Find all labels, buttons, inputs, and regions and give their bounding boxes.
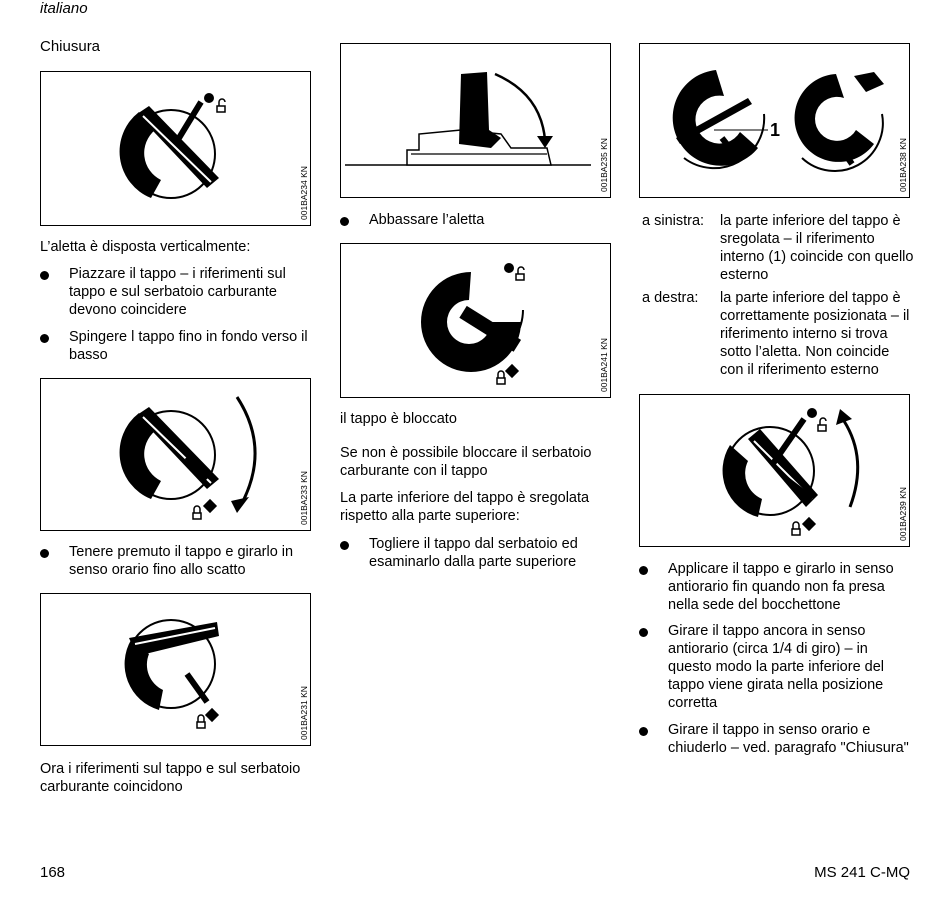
figure-cap-locked [340,243,611,398]
definition-label: a sinistra: [642,213,705,229]
bullet-dot-icon [40,334,49,343]
model-name: MS 241 C-MQ [814,864,910,881]
bullet-item [639,721,914,779]
clockwise-arrow-icon [237,397,255,505]
locked-padlock-icon [497,371,505,384]
intro-text: L’aletta è disposta verticalmente: [40,239,251,255]
reference-diamond-icon [203,499,217,513]
bullet-item [340,535,615,575]
reference-diamond-icon [802,517,816,531]
definition-text: la parte inferiore del tappo è correttamente posizionata – il riferimento interno si trova sotto l’aletta. Non coincide con il riferimento esterno [720,290,910,378]
figure-code: 001BA235 KN [599,138,609,192]
troubleshoot-heading: Se non è possibile bloccare il serbatoio carburante con il tappo [340,445,592,479]
figure-code: 001BA241 KN [599,338,609,392]
bullet-item [40,543,315,583]
bullet-item [639,622,914,717]
bullet-text: Piazzare il tappo – i riferimenti sul tappo e sul serbatoio carburante devono coincidere [69,266,286,318]
figure-cap-rotate-clockwise [40,378,311,531]
locked-text: il tappo è bloccato [340,411,457,427]
figure-cap-marks-aligned [40,593,311,746]
cap-illustration [41,594,312,747]
bullet-dot-icon [40,271,49,280]
reference-dot-icon [807,408,817,418]
reference-dot-icon [504,263,514,273]
figure-cap-rotate-counterclockwise [639,394,910,547]
locked-padlock-icon [197,715,205,728]
bullet-item [40,265,315,325]
closing-text: Ora i riferimenti sul tappo e sul serbatoio carburante coincidono [40,761,301,795]
page-number: 168 [40,864,66,881]
callout-label: 1 [770,120,781,140]
language-label: italiano [40,0,88,17]
cap-side-illustration [341,44,612,199]
reference-diamond-icon [205,708,219,722]
unlocked-padlock-icon [516,267,524,280]
troubleshoot-text: La parte inferiore del tappo è sregolata rispetto alla parte superiore: [340,490,590,524]
unlocked-padlock-icon [818,418,826,431]
locked-padlock-icon [792,522,800,535]
bullet-dot-icon [639,566,648,575]
bullet-text: Togliere il tappo dal serbatoio ed esaminarlo dalla parte superiore [369,536,578,570]
bullet-text: Tenere premuto il tappo e girarlo in senso orario fino allo scatto [69,544,294,578]
bullet-dot-icon [639,727,648,736]
figure-code: 001BA233 KN [299,471,309,525]
figure-cap-underside-compare [639,43,910,198]
bullet-item [340,211,615,231]
bullet-dot-icon [340,217,349,226]
cap-illustration [341,244,612,399]
bullet-dot-icon [639,628,648,637]
figure-code: 001BA239 KN [898,487,908,541]
definition-row [642,289,914,381]
bullet-text: Girare il tappo in senso orario e chiuderlo – ved. paragrafo "Chiusura" [668,722,909,756]
bullet-item [639,560,914,618]
down-arrow-icon [495,74,545,140]
reference-diamond-icon [505,364,519,378]
figure-code: 001BA234 KN [299,166,309,220]
figure-cap-aligned [40,71,311,226]
definition-label: a destra: [642,290,699,306]
bullet-text: Girare il tappo ancora in senso antiorario (circa 1/4 di giro) – in questo modo la parte inferiore del tappo viene girata nella posizione corretta [668,623,885,711]
bullet-text: Abbassare l’aletta [369,212,485,228]
bullet-dot-icon [340,541,349,550]
bullet-item [40,328,315,368]
cap-illustration [41,72,312,227]
bullet-dot-icon [40,549,49,558]
definition-row [642,212,914,287]
definition-text: la parte inferiore del tappo è sregolata – il riferimento interno (1) coincide con quello esterno [720,213,914,283]
bullet-text: Spingere l tappo fino in fondo verso il basso [69,329,308,363]
bullet-text: Applicare il tappo e girarlo in senso antiorario fin quando non fa presa nella sede del bocchettone [668,561,894,613]
cap-illustration [640,395,911,548]
figure-lever-lowered [340,43,611,198]
locked-padlock-icon [193,506,201,519]
section-heading: Chiusura [40,38,101,55]
figure-code: 001BA231 KN [299,686,309,740]
cap-illustration [41,379,312,532]
unlocked-padlock-icon [217,99,225,112]
reference-dot-icon [204,93,214,103]
counterclockwise-arrow-icon [844,421,858,507]
cap-underside-illustration [640,44,911,199]
figure-code: 001BA238 KN [898,138,908,192]
